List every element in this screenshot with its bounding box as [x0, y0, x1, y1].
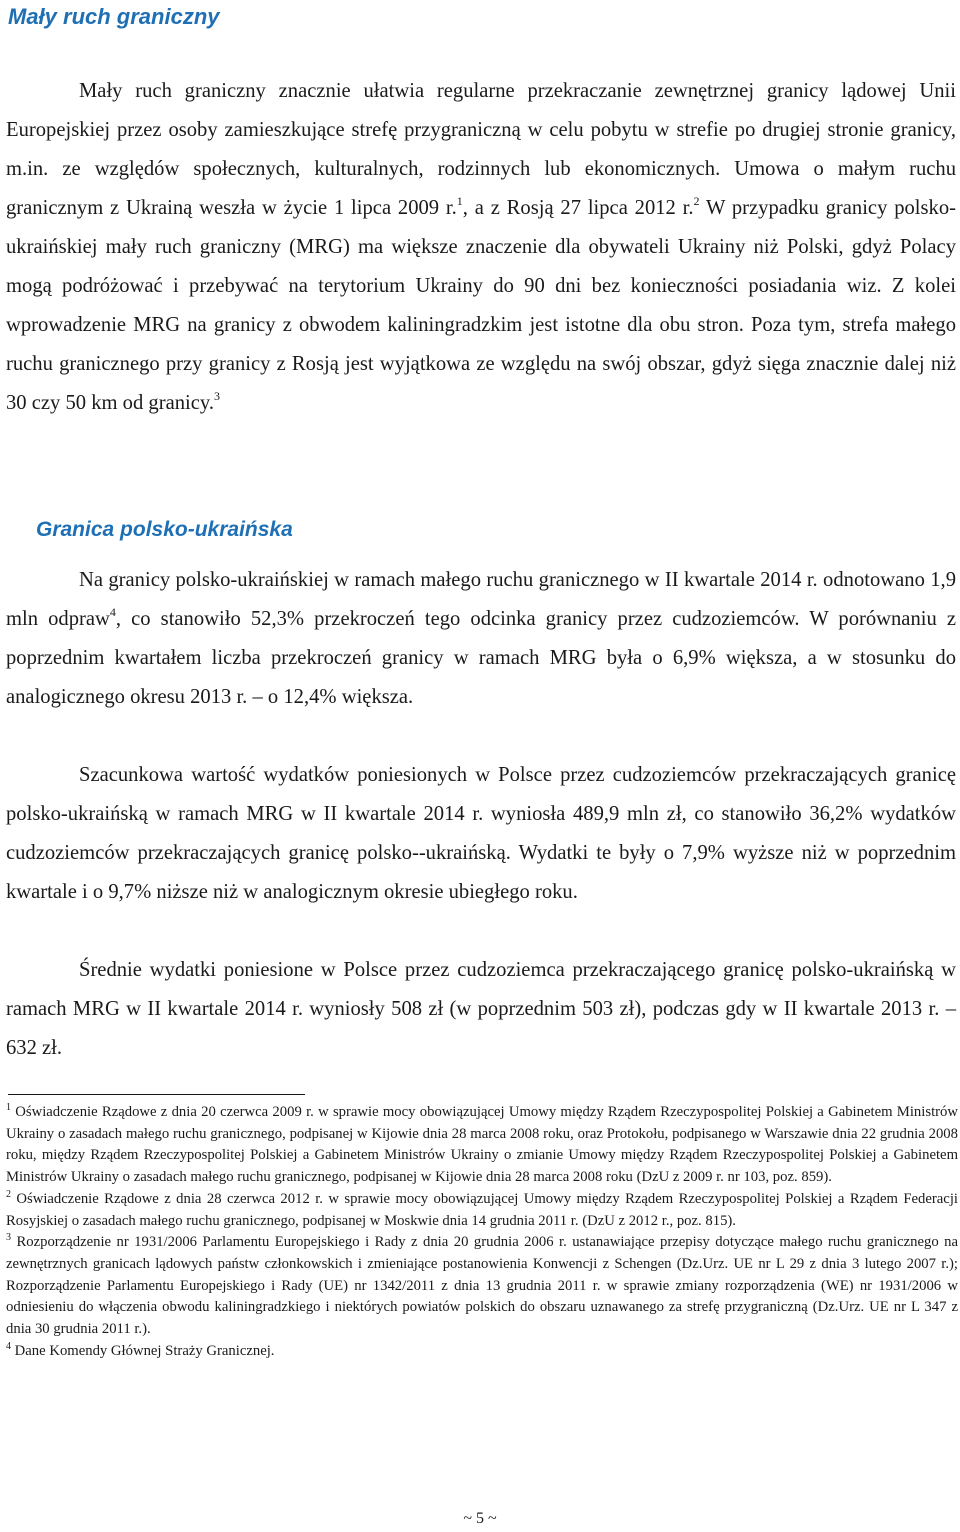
- footnote-separator: [8, 1094, 305, 1095]
- footnotes: [6, 1102, 958, 1362]
- footnote-3: [6, 1232, 958, 1341]
- intro-text-1: Mały ruch graniczny znacznie ułatwia regularne przekraczanie zewnętrznej granicy lądowej Unii Europejskiej przez osoby zamieszkujące strefę przygraniczną w celu pobytu w strefie po drugiej stronie granicy, m.in. ze względów społecznych, kulturalnych, rodzinnych lub ekonomicznych. Umowa o małym ruchu granicznym z Ukrainą weszła w życie 1 lipca 2009 r.: [6, 80, 956, 219]
- intro-paragraph: [6, 72, 956, 423]
- footnote-2: [6, 1189, 958, 1232]
- footnote-text: Oświadczenie Rządowe z dnia 20 czerwca 2009 r. w sprawie mocy obowiązującej Umowy między Rządem Rzeczypospolitej Polskiej a Gabinetem Ministrów Ukrainy o zasadach małego ruchu granicznego, podpisanej w Kijowie dnia 28 marca 2008 roku, oraz Protokołu, podpisanego w Warszawie dnia 22 grudnia 2008 roku, między Rządem Rzeczypospolitej Polskiej a Gabinetem Ministrów Ukrainy o zmianie Umowy między Rządem Rzeczypospolitej Polskiej a Gabinetem Ministrów Ukrainy o zasadach małego ruchu granicznego, podpisanej w Kijowie dnia 28 marca 2008 roku (DzU z 2009 r. nr 103, poz. 859).: [6, 1104, 958, 1186]
- footnote-number: 4: [6, 1340, 11, 1352]
- crossings-text-b: , co stanowiło 52,3% przekroczeń tego odcinka granicy przez cudzoziemców. W porównaniu z poprzednim kwartałem liczba przekroczeń granicy w ramach MRG była o 6,9% większa, a w stosunku do analogicznego okresu 2013 r. – o 12,4% większa.: [6, 608, 956, 708]
- footnote-text: Dane Komendy Głównej Straży Granicznej.: [11, 1342, 275, 1359]
- crossings-text-a: Na granicy polsko-ukraińskiej w ramach małego ruchu granicznego w II kwartale 2014 r. odnotowano 1,9 mln odpraw: [6, 569, 956, 630]
- footnote-ref-1[interactable]: 1: [456, 194, 463, 208]
- footnote-ref-2[interactable]: 2: [693, 194, 700, 208]
- footnote-ref-4[interactable]: 4: [109, 605, 116, 619]
- footnote-number: 3: [6, 1232, 11, 1244]
- page-number: ~ 5 ~: [463, 1510, 497, 1527]
- footnote-4: [6, 1341, 958, 1363]
- footnote-text: Rozporządzenie nr 1931/2006 Parlamentu Europejskiego i Rady z dnia 20 grudnia 2006 r. ustanawiające przepisy dotyczące małego ruchu granicznego na zewnętrznych granicach lądowych państw członkowskich i zmieniające postanowienia Konwencji z Schengen (Dz.Urz. UE nr L 29 z dnia 3 lutego 2007 r.); Rozporządzenie Parlamentu Europejskiego i Rady (UE) nr 1342/2011 z dnia 13 grudnia 2011 r. w sprawie zmiany rozporządzenia (WE) nr 1931/2006 w odniesieniu do włączenia obwodu kaliningradzkiego i niektórych powiatów polskich do obszaru uznawanego za strefę przygraniczną (Dz.Urz. UE nr L 347 z dnia 30 grudnia 2011 r.).: [6, 1234, 958, 1338]
- footnote-ref-3[interactable]: 3: [213, 389, 220, 403]
- footnote-text: Oświadczenie Rządowe z dnia 28 czerwca 2012 r. w sprawie mocy obowiązującej Umowy między Rządem Rzeczypospolitej Polskiej a Rządem Federacji Rosyjskiej o zasadach małego ruchu granicznego, podpisanej w Moskwie dnia 14 grudnia 2011 r. (DzU z 2012 r., poz. 815).: [6, 1190, 958, 1229]
- footnote-1: [6, 1102, 958, 1189]
- footnote-number: 1: [6, 1102, 11, 1113]
- expenditure-paragraph: Szacunkowa wartość wydatków poniesionych w Polsce przez cudzoziemców przekraczających granicę polsko-ukraińską w ramach MRG w II kwartale 2014 r. wyniosła 489,9 mln zł, co stanowiło 36,2% wydatków cudzoziemców przekraczających granicę polsko--ukraińską. Wydatki te były o 7,9% wyższe niż w poprzednim kwartale i o 9,7% niższe niż w analogicznym okresie ubiegłego roku.: [6, 764, 956, 903]
- intro-text-2: , a z Rosją 27 lipca 2012 r.: [462, 197, 694, 219]
- average-expenditure-paragraph: Średnie wydatki poniesione w Polsce przez cudzoziemca przekraczającego granicę polsko-ukraińską w ramach MRG w II kwartale 2014 r. wyniosły 508 zł (w poprzednim 503 zł), podczas gdy w II kwartale 2013 r. – 632 zł.: [6, 959, 956, 1059]
- footnote-number: 2: [6, 1188, 11, 1200]
- subsection-heading: Granica polsko-ukraińska: [36, 518, 293, 541]
- border-crossings-paragraph: [6, 561, 956, 717]
- section-heading: Mały ruch graniczny: [8, 4, 220, 29]
- intro-text-3: W przypadku granicy polsko-ukraińskiej mały ruch graniczny (MRG) ma większe znaczenie dla obywateli Ukrainy niż Polski, gdyż Polacy mogą podróżować i przebywać na terytorium Ukrainy do 90 dni bez konieczności posiadania wiz. Z kolei wprowadzenie MRG na granicy z obwodem kaliningradzkim jest istotne dla obu stron. Poza tym, strefa małego ruchu granicznego przy granicy z Rosją jest wyjątkowa ze względu na swój obszar, gdyż sięga znacznie dalej niż 30 czy 50 km od granicy.: [6, 197, 956, 414]
